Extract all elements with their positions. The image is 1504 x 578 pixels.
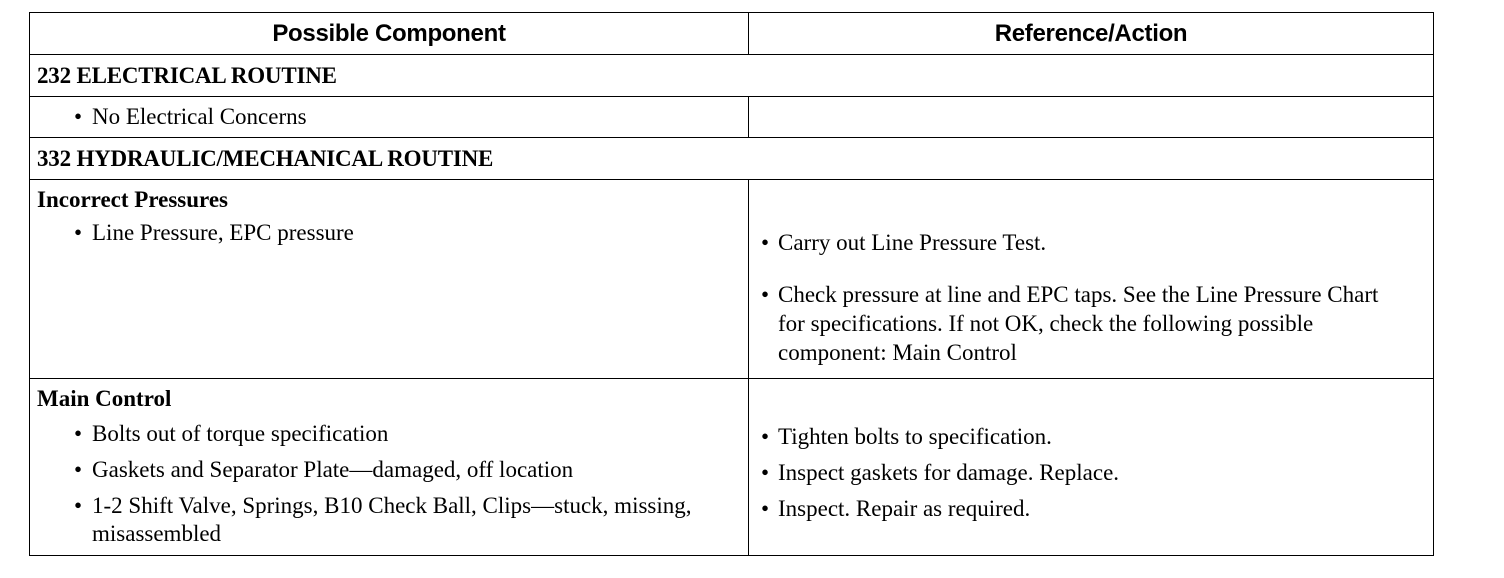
header-row — [30, 13, 1434, 55]
component-cell — [30, 379, 749, 556]
action-text: Carry out Line Pressure Test. — [778, 230, 1047, 255]
table-row-incorrect-pressures — [30, 180, 1434, 379]
component-text: Gaskets and Separator Plate—damaged, off location — [92, 457, 574, 482]
list-item — [30, 103, 748, 131]
list-item — [30, 456, 748, 484]
section-row-electrical — [30, 55, 1434, 97]
list-item — [749, 228, 1433, 257]
action-text: Inspect. Repair as required. — [778, 496, 1031, 521]
action-text: Tighten bolts to specification. — [778, 424, 1052, 449]
component-text: 1-2 Shift Valve, Springs, B10 Check Ball, Clips—stuck, missing, misassembled — [92, 493, 692, 546]
section-row-hydraulic — [30, 138, 1434, 180]
bullet-marker: • — [761, 496, 770, 521]
bullet-marker: • — [74, 104, 83, 129]
header-reference-action: Reference/Action — [749, 13, 1434, 55]
list-item — [30, 219, 748, 247]
component-cell — [30, 97, 749, 138]
action-cell — [749, 379, 1434, 556]
action-text: Check pressure at line and EPC taps. See the Line Pressure Chart for specifications. If not OK, check the following possible component: Main Control — [778, 282, 1379, 365]
list-item — [749, 458, 1433, 487]
list-item — [749, 494, 1433, 523]
bullet-marker: • — [74, 493, 83, 518]
group-title-incorrect-pressures: Incorrect Pressures — [37, 187, 228, 212]
bullet-marker: • — [761, 460, 770, 485]
list-item — [30, 492, 748, 548]
section-title-electrical: 232 ELECTRICAL ROUTINE — [30, 55, 1434, 97]
component-cell — [30, 180, 749, 379]
component-text: No Electrical Concerns — [92, 104, 307, 129]
action-text: Inspect gaskets for damage. Replace. — [778, 460, 1120, 485]
bullet-marker: • — [74, 457, 83, 482]
action-cell — [749, 97, 1434, 138]
bullet-marker: • — [761, 424, 770, 449]
component-text: Bolts out of torque specification — [92, 421, 389, 446]
component-text: Line Pressure, EPC pressure — [92, 220, 354, 245]
bullet-marker: • — [761, 230, 770, 255]
bullet-marker: • — [74, 421, 83, 446]
table-row-electrical — [30, 97, 1434, 138]
section-title-hydraulic: 332 HYDRAULIC/MECHANICAL ROUTINE — [30, 138, 1434, 180]
bullet-marker: • — [74, 220, 83, 245]
header-possible-component: Possible Component — [30, 13, 749, 55]
action-cell — [749, 180, 1434, 379]
diagnostic-table — [29, 12, 1434, 556]
list-item — [749, 280, 1433, 367]
group-title-main-control: Main Control — [37, 386, 172, 411]
bullet-marker: • — [761, 282, 770, 307]
list-item — [749, 422, 1433, 451]
table-row-main-control — [30, 379, 1434, 556]
list-item — [30, 420, 748, 448]
